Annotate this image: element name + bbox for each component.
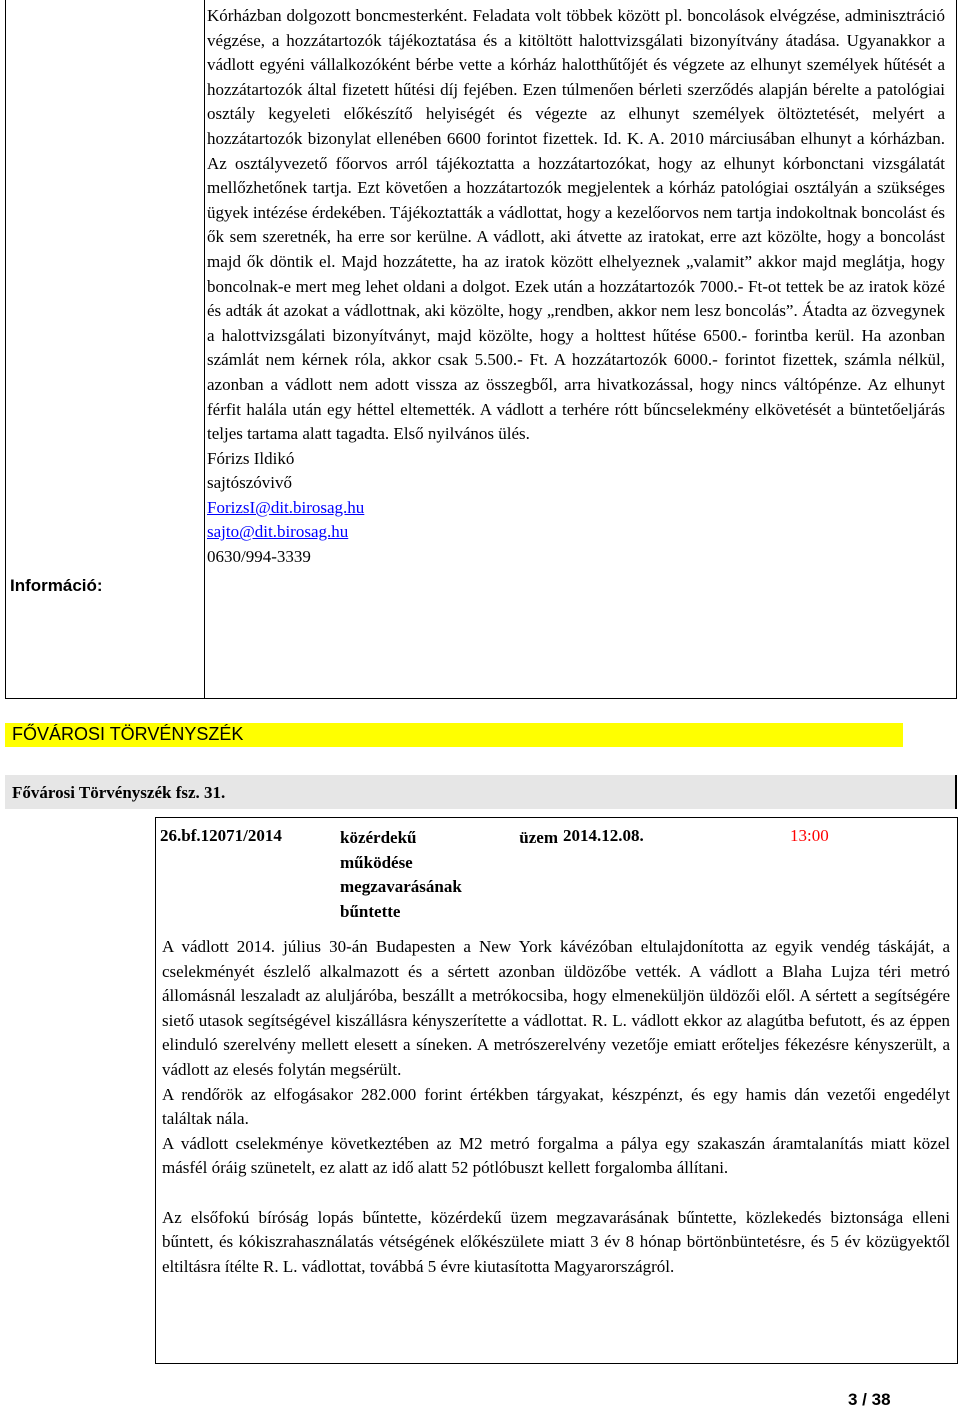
case-paragraph: A vádlott cselekménye következtében az M2 metró forgalma a pálya egy szakaszán áramtalanítás miatt közel másfél óráig szünetelt, ez alatt az idő alatt 52 pótlóbuszt kellett forgalomba állítani. bbox=[162, 1133, 950, 1178]
case-title-part: működése bbox=[340, 852, 413, 872]
contact-name: Fórizs Ildikó bbox=[207, 448, 295, 468]
hearing-location: Fővárosi Törvényszék fsz. 31. bbox=[12, 783, 226, 802]
case-title bbox=[340, 826, 558, 924]
case-title-part: üzem bbox=[519, 828, 558, 847]
case-date: 2014.12.08. bbox=[563, 826, 644, 845]
case-title-part: közérdekű bbox=[340, 828, 417, 847]
contact-role: sajtószóvivő bbox=[207, 473, 292, 493]
contact-phone: 0630/994-3339 bbox=[207, 547, 311, 567]
info-paragraph: Kórházban dolgozott boncmesterként. Feladata volt többek között pl. boncolások elvégzése, adminisztráció végzése, a hozzátartozók tájékoztatása és a kitöltött halottvizsgálati bizonyítvány átadása. Ugyanakkor a vádlott egyéni vállalkozóként bérbe vette a kórház halotthűtőjét és végzete az elhunyt személyek hűtését a hozzátartozók által fizetett hűtési díj fejében. Ezen túlmenően bérleti szerződés alapján bérelte a patológiai osztály kegyeleti előkészítő helyiségét és végezte az elhunyt személyek öltöztetését, melyért a hozzátartozók bizonylat ellenében 6600 forintot fizettek. Id. K. A. 2010 márciusában elhunyt a kórházban. Az osztályvezető főorvos arról tájékoztatta a hozzátartozókat, hogy az elhunyt kórbonctani vizsgálatát mellőzhetőnek tartja. Ezt követően a hozzátartozók megjelentek a kórház patológiai osztályán a szükséges ügyek intézése érdekében. Tájékoztatták a vádlottat, hogy a kezelőorvos nem tartja indokoltnak boncolást és ők sem szeretnék, ha erre sor kerülne. A vádlott, aki átvette az iratokat, erre azt közölte, hogy a boncolást majd ők döntik el. Majd hozzátette, ha az iratok között elhelyeznek „valamit” akkor majd meglátja, hogy boncolnak-e mert meg lehet oldani a dolgot. Ezek után a hozzátartozók 7000.- Ft-ot tettek be az iratok közé és adták át azokat a vádlottnak, aki közölte, hogy „rendben, akkor nem lesz boncolás”. Átadta az özvegynek a halottvizsgálati bizonyítványt, majd közölte, hogy a holttest hűtése 6500.- forintba kerül. Ha azonban számlát nem kérnek róla, akkor csak 5.500.- Ft. A hozzátartozók 6000.- forintot fizettek, számla nélkül, azonban a vádlott nem adott vissza az összegből, arra hivatkozással, hogy nincs váltópénze. Az elhunyt férfit halála után egy héttel eltemették. A vádlott a terhére rótt bűncselekmény elkövetését a büntetőeljárás teljes tartama alatt tagadta. Első nyilvános ülés. bbox=[207, 6, 945, 444]
info-content bbox=[207, 4, 945, 570]
case-verdict: Az elsőfokú bíróság lopás bűntette, közérdekű üzem megzavarásának bűntette, közlekedés biztonsága elleni bűntett, és kókiszrahasználatás vétségének előkészülete miatt 3 év 8 hónap börtönbüntetésre, és 5 év közügyektől eltiltásra ítélte R. L. vádlottat, továbbá 5 évre kiutasította Magyarországról. bbox=[162, 1207, 950, 1276]
case-description bbox=[162, 935, 950, 1279]
case-paragraph: A vádlott 2014. július 30-án Budapesten a New York kávézóban eltulajdonította az egyik vendég táskáját, a cselekményét észlelő alkalmazott és a sértett azonban üldözőbe vették. A vádlott a Blaha Lujza téri metró állomásnál leszaladt az aluljáróba, beszállt a metrókocsiba, hogy elmeneküljön üldözői elől. A sértett a segítségére siető utasok segítségével kiszállásra kényszerítette a vádlottat. R. L. vádlott ekkor az alagútba befutott, és az éppen elinduló szerelvény mellett elesett a síneken. A metrószerelvény vezetője emiatt erőteljes fékezésre kényszerült, a vádlott az elesés folytán megsérült. bbox=[162, 937, 950, 1079]
page-number: 3 / 38 bbox=[848, 1390, 891, 1409]
contact-email-link[interactable]: ForizsI@dit.birosag.hu bbox=[207, 497, 365, 517]
case-time: 13:00 bbox=[790, 826, 829, 845]
case-title-part: megzavarásának bbox=[340, 877, 462, 897]
case-number: 26.bf.12071/2014 bbox=[160, 826, 282, 845]
court-name: FŐVÁROSI TÖRVÉNYSZÉK bbox=[12, 724, 244, 744]
info-label: Információ: bbox=[10, 576, 103, 595]
press-email-link[interactable]: sajto@dit.birosag.hu bbox=[207, 522, 349, 542]
case-title-part: bűntette bbox=[340, 901, 401, 921]
case-paragraph: A rendőrök az elfogásakor 282.000 forint értékben tárgyakat, készpénzt, és egy hamis dán vezetői engedélyt találtak nála. bbox=[162, 1084, 950, 1129]
